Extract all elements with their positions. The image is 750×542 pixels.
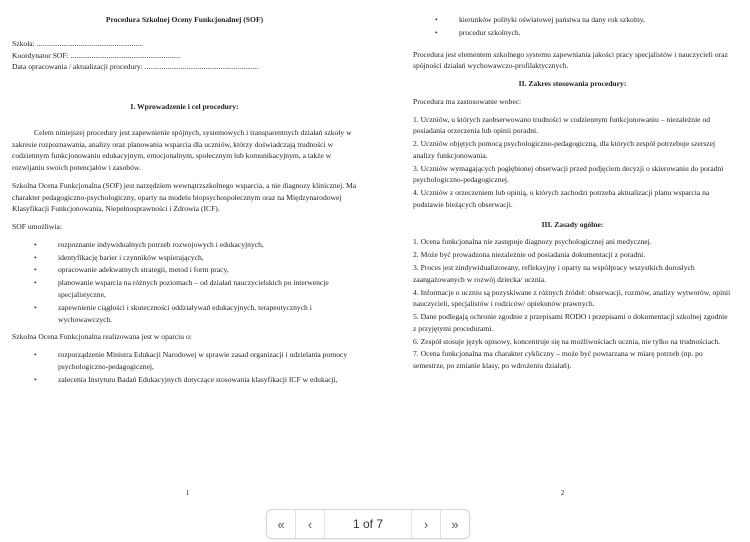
list-item: 6. Zespół stosuje język opisowy, koncentruje się na możliwościach ucznia, nie tylko na trudnościach. <box>413 336 721 346</box>
list-item: 1. Ocena funkcjonalna nie zastępuje diagnozy psychologicznej ani medycznej. <box>413 237 652 247</box>
intro-paragraph: Celem niniejszej procedury jest zapewnienie spójnych, systemowych i transparentnych działań szkoły w zakresie rozpoznawania, analizy oraz planowania wsparcia dla uczniów, którzy doświadczają trudności w codziennym funkcjonowaniu edukacyjnym, emocjonalnym, społecznym lub komunikacyjnym, a także w rozwijaniu swoich potencjałów i zasobów. <box>12 127 352 173</box>
enables-label: SOF umożliwia: <box>12 222 62 232</box>
list-item: 5. Dane podlegają ochronie zgodnie z przepisami RODO i przepisami o dokumentacji szkolnej zgodnie z przyjętymi procedurami. <box>413 312 728 333</box>
rules-list <box>413 236 732 371</box>
list-item: 4. Uczniów z orzeczeniem lub opinią, u których zachodzi potrzeba aktualizacji planu wsparcia na podstawie bieżących obserwacji. <box>413 188 710 209</box>
list-item: • rozpoznanie indywidualnych potrzeb rozwojowych i edukacyjnych, <box>12 239 357 251</box>
section-2-title: II. Zakres stosowania procedury: <box>518 79 627 89</box>
enables-list <box>12 239 357 325</box>
list-item: • opracowanie adekwatnych strategii, metod i form pracy, <box>12 264 357 276</box>
date-field: Data opracowania / aktualizacji procedury: ............................................................ <box>12 62 259 72</box>
document-title: Procedura Szkolnej Oceny Funkcjonalnej (SOF) <box>105 15 264 24</box>
list-item: 3. Uczniów wymagających pogłębionej obserwacji przed podjęciem decyzji o skierowaniu do poradni psychologiczno-pedagogicznej. <box>413 163 724 185</box>
document-page-2 <box>375 0 750 505</box>
chevron-right-icon: › <box>423 516 429 532</box>
list-item: • rozporządzenie Ministra Edukacji Narodowej w sprawie zasad organizacji i udzielania pomocy psychologiczno-pedagogicznej, <box>12 349 357 373</box>
basis-label: Szkolna Ocena Funkcjonalna realizowana jest w oparciu o: <box>12 332 192 342</box>
basis-list <box>12 349 357 385</box>
list-item: 3. Proces jest zindywidualizowany, refleksyjny i oparty na współpracy wszystkich dorosłych zaangażowanych w rozwój dziecka/ ucznia. <box>413 263 695 284</box>
document-page-1 <box>0 0 375 505</box>
page-navigator <box>266 509 470 539</box>
list-item: 7. Ocena funkcjonalna ma charakter cykliczny – może być powtarzana w miarę potrzeb (np. po semestrze, po zmianie klasy, po wdrożeniu działań). <box>413 349 703 371</box>
continued-list <box>413 14 732 39</box>
page-indicator: 1 of 7 <box>352 517 384 531</box>
list-item: • zapewnienie ciągłości i skuteczności oddziaływań edukacyjnych, terapeutycznych i wychowawczych. <box>12 302 357 326</box>
list-item: • kierunków polityki oświatowej państwa na dany rok szkolny, <box>413 14 732 26</box>
list-item: • zalecenia Instytutu Badań Edukacyjnych dotyczące stosowania klasyfikacji ICF w edukacji, <box>12 374 357 386</box>
last-page-button[interactable] <box>440 510 469 538</box>
next-page-button[interactable] <box>411 510 440 538</box>
double-chevron-right-icon: » <box>451 516 459 532</box>
page-number: 2 <box>560 489 565 498</box>
section-3-title: III. Zasady ogólne: <box>541 219 604 229</box>
chevron-left-icon: ‹ <box>307 516 313 532</box>
list-item: 1. Uczniów, u których zaobserwowano trudności w codziennym funkcjonowaniu – niezależnie od posiadania orzeczenia lub opinii poradni. <box>413 114 711 136</box>
school-field: Szkoła: ........................................................ <box>12 38 143 48</box>
page-number: 1 <box>185 489 190 498</box>
list-item: 2. Uczniów objętych pomocą psychologiczno-pedagogiczną, dla których zespół potrzebuje szerszej analizy funkcjonowania. <box>413 139 716 160</box>
section-1-title: I. Wprowadzenie i cel procedury: <box>130 102 239 112</box>
applies-label: Procedura ma zastosowanie wobec: <box>413 96 522 106</box>
list-item: • planowanie wsparcia na różnych poziomach – od działań nauczycielskich po interwencje specjalistyczne, <box>12 277 357 301</box>
first-page-button[interactable] <box>267 510 296 538</box>
coordinator-field: Koordynator SOF: .......................................................... <box>12 50 181 60</box>
list-item: • procedur szkolnych. <box>413 27 732 39</box>
list-item: 2. Może być prowadzona niezależnie od posiadania dokumentacji z poradni. <box>413 250 646 260</box>
system-note-paragraph: Procedura jest elementem szkolnego systemu zapewniania jakości pracy specjalistów i nauczycieli oraz spójności działań wychowawczo-profilaktycznych. <box>413 49 728 71</box>
list-item: • identyfikację barier i czynników wspierających, <box>12 252 357 264</box>
previous-page-button[interactable] <box>296 510 325 538</box>
applies-list <box>413 114 732 211</box>
double-chevron-left-icon: « <box>277 516 285 532</box>
list-item: 4. Informacje o uczniu są pozyskiwane z różnych źródeł: obserwacji, rozmów, analizy wytworów, opinii nauczycieli, specjalistów i rodziców/ opiekunów prawnych. <box>413 287 731 309</box>
header-fields <box>12 38 357 73</box>
sof-definition-paragraph: Szkolna Ocena Funkcjonalna (SOF) jest narzędziem wewnątrzszkolnego wsparcia, a nie diagnozy klinicznej. Ma charakter pedagogiczno-psychologiczny, oparty na modelu biopsychospołecznym oraz na Międzynarodowej Klasyfikacji Funkcjonowania, Niepełnosprawności i Zdrowia (ICF). <box>12 180 357 214</box>
